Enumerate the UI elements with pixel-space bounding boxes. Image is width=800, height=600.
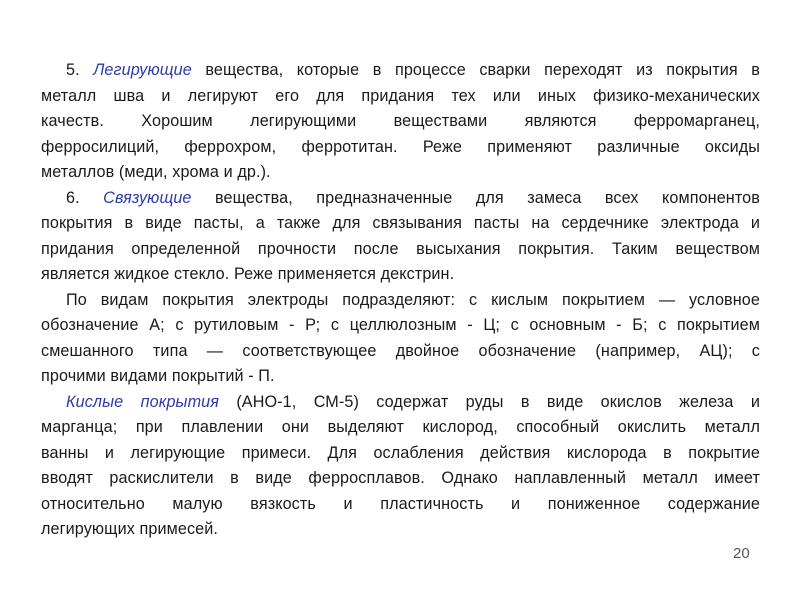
page-number: 20 [733,545,750,562]
paragraph [41,58,760,186]
text-line [41,364,760,390]
line-text: вещества, предназначенные для замеса всех компонентов [191,188,760,207]
line-text: металлов (меди, хрома и др.). [41,163,271,181]
line-text: (АНО-1, СМ-5) содержат руды в виде окислов железа и [219,392,760,411]
list-number: 5. [66,61,94,79]
text-line [41,313,760,339]
term-highlight: Кислые покрытия [66,392,219,411]
text-line [41,84,760,110]
line-text: покрытия в виде пасты, а также для связывания пасты на сердечнике электрода и [41,214,760,232]
line-text: марганца; при плавлении они выделяют кислород, способный окислить металл [41,418,760,436]
text-line [41,339,760,365]
line-text: обозначение А; с рутиловым - Р; с целлюлозным - Ц; с основным - Б; с покрытием [41,316,760,334]
line-text: относительно малую вязкость и пластичность и пониженное содержание [41,494,760,513]
line-text: ванны и легирующие примеси. Для ослабления действия кислорода в покрытие [41,443,760,462]
text-line [41,160,760,186]
line-text: прочими видами покрытий - П. [41,367,275,385]
text-line [41,390,760,416]
term-highlight: Связующие [103,188,192,207]
text-line [41,135,760,161]
text-line [41,288,760,314]
line-text: является жидкое стекло. Реже применяется декстрин. [41,265,455,283]
text-line [41,441,760,467]
paragraph [41,390,760,543]
text-line [41,466,760,492]
line-text: вводят раскислители в виде ферросплавов. Однако наплавленный металл имеет [41,469,760,487]
line-text: По видам покрытия электроды подразделяют: с кислым покрытием — условное [66,290,760,309]
text-line [41,262,760,288]
list-number: 6. [66,188,104,207]
text-line [41,58,760,84]
text-line [41,211,760,237]
line-text: смешанного типа — соответствующее двойное обозначение (например, АЦ); с [41,341,760,360]
text-line [41,109,760,135]
paragraph [41,288,760,390]
line-text: качеств. Хорошим легирующими веществами являются ферромарганец, [41,112,760,130]
text-line [41,492,760,518]
slide-body-text [41,58,760,543]
line-text: легирующих примесей. [41,520,218,538]
line-text: металл шва и легируют его для придания тех или иных физико-механических [41,86,760,105]
line-text: ферросилиций, феррохром, ферротитан. Реже применяют различные оксиды [41,137,760,156]
text-line [41,237,760,263]
line-text: вещества, которые в процессе сварки переходят из покрытия в [191,61,760,79]
text-line [41,517,760,543]
paragraph [41,186,760,288]
text-line [41,415,760,441]
term-highlight: Легирующие [93,61,192,79]
line-text: придания определенной прочности после высыхания покрытия. Таким веществом [41,239,760,258]
text-line [41,186,760,212]
